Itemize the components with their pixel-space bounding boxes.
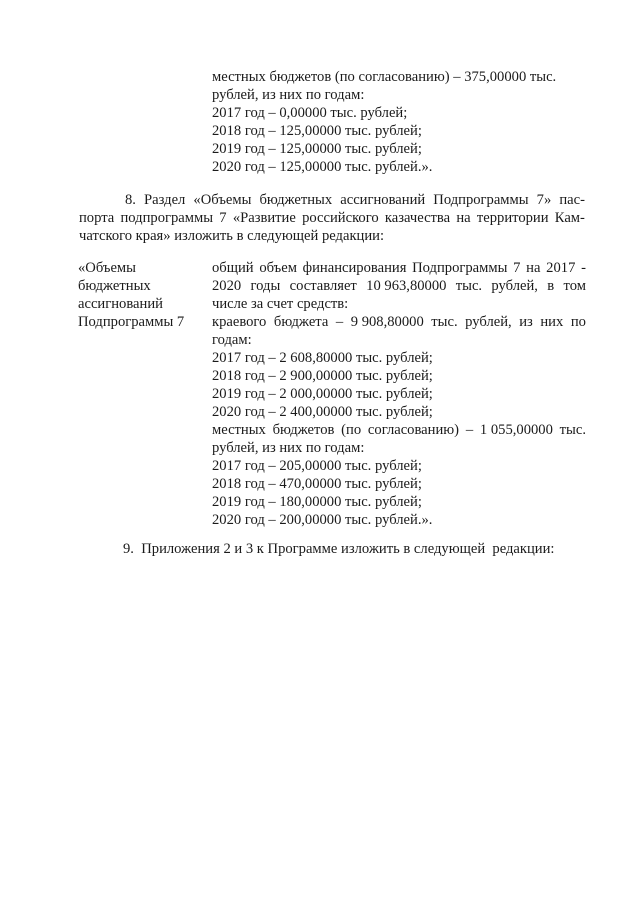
table-left-label: «Объемы (78, 260, 136, 276)
table-right-line: числе за счет средств: (212, 296, 349, 312)
item8-line3: чатского края» изложить в следующей редакции: (79, 228, 385, 244)
table-right-line: 2018 год – 2 900,00000 тыс. рублей; (212, 368, 433, 384)
top-block-line: 2018 год – 125,00000 тыс. рублей; (212, 123, 422, 139)
table-right-line: краевого бюджета – 9 908,80000 тыс. рублей, из них по (212, 314, 586, 330)
table-right-line: рублей, из них по годам: (212, 440, 365, 456)
top-block-line: 2017 год – 0,00000 тыс. рублей; (212, 105, 408, 121)
table-right-line: 2020 год – 200,00000 тыс. рублей.». (212, 512, 433, 528)
table-right-line: местных бюджетов (по согласованию) – 1 055,00000 тыс. (212, 422, 586, 438)
top-block-line: 2020 год – 125,00000 тыс. рублей.». (212, 159, 433, 175)
table-left-label: бюджетных (78, 278, 151, 294)
table-right-line: 2018 год – 470,00000 тыс. рублей; (212, 476, 422, 492)
table-right-line: 2017 год – 205,00000 тыс. рублей; (212, 458, 422, 474)
table-right-line: общий объем финансирования Подпрограммы 7 на 2017 - (212, 260, 586, 276)
item8-line1: 8. Раздел «Объемы бюджетных ассигнований Подпрограммы 7» пас- (125, 192, 585, 208)
table-left-label: ассигнований (78, 296, 163, 312)
table-left-label: Подпрограммы 7 (78, 314, 185, 330)
table-right-line: годам: (212, 332, 252, 348)
item9-paragraph: 9. Приложения 2 и 3 к Программе изложить в следующей редакции: (123, 541, 555, 557)
table-right-line: 2019 год – 180,00000 тыс. рублей; (212, 494, 422, 510)
top-block-line: 2019 год – 125,00000 тыс. рублей; (212, 141, 422, 157)
table-right-line: 2020 годы составляет 10 963,80000 тыс. рублей, в том (212, 278, 586, 294)
table-right-line: 2019 год – 2 000,00000 тыс. рублей; (212, 386, 433, 402)
table-right-line: 2017 год – 2 608,80000 тыс. рублей; (212, 350, 433, 366)
top-block-line: местных бюджетов (по согласованию) – 375,00000 тыс. (212, 69, 557, 85)
table-right-line: 2020 год – 2 400,00000 тыс. рублей; (212, 404, 433, 420)
top-block-line: рублей, из них по годам: (212, 87, 365, 103)
item8-line2: порта подпрограммы 7 «Развитие российского казачества на территории Кам- (79, 210, 585, 226)
